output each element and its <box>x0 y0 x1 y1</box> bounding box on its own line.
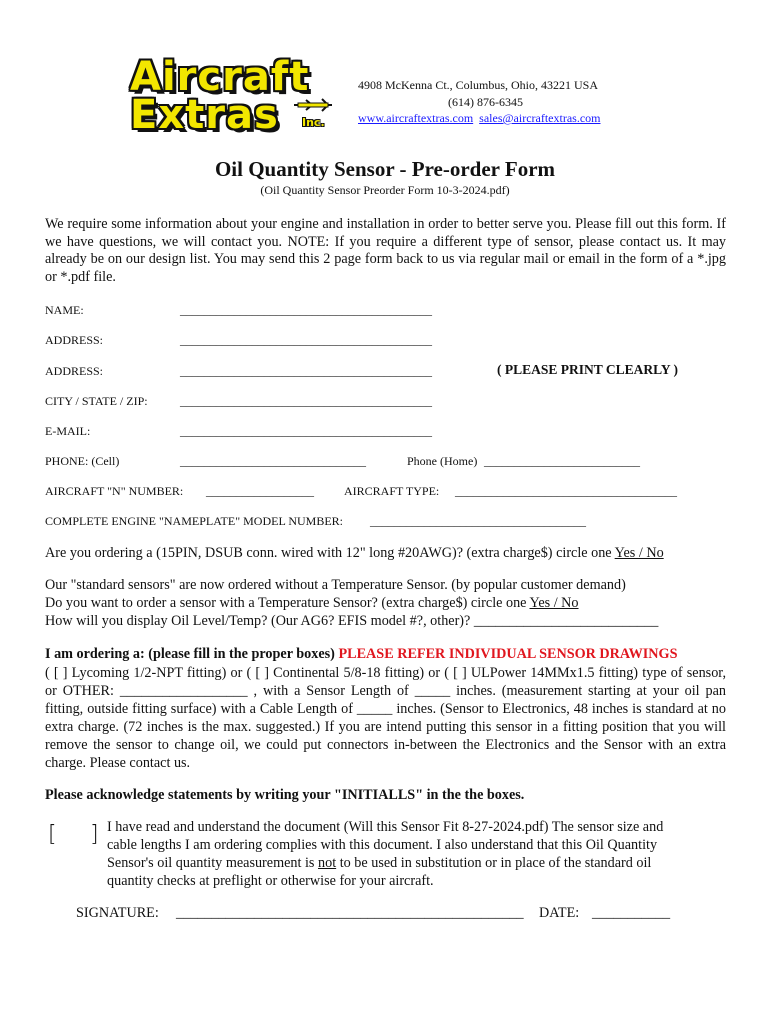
ordering-lead: I am ordering a: (please fill in the proper boxes) <box>45 646 335 662</box>
aircraft-n-input[interactable]: __________________ <box>206 484 314 498</box>
airplane-icon <box>292 96 336 114</box>
display-input[interactable]: __________________________ <box>473 613 659 629</box>
phone-cell-label: PHONE: (Cell) <box>45 454 120 468</box>
question-display <box>45 613 658 630</box>
acknowledge-line-1: I have read and understand the document (Will this Sensor Fit 8-27-2024.pdf) The sensor size and <box>107 819 664 835</box>
intro-paragraph: We require some information about your engine and installation in order to better serve you. Please fill out this form. If we have questions, we will contact you. NOTE: If you require a different type of sensor, please contact us. It may already be on our design list. You may send this 2 page form back to us via regular mail or email in the form of a *.jpg or *.pdf file. <box>45 216 726 285</box>
refer-drawings-note: PLEASE REFER INDIVIDUAL SENSOR DRAWINGS <box>338 646 678 662</box>
acknowledge-line-3 <box>107 855 651 872</box>
city-label: CITY / STATE / ZIP: <box>45 394 148 408</box>
email-label: E-MAIL: <box>45 424 91 438</box>
question-temp-sensor-text: Do you want to order a sensor with a Temperature Sensor? (extra charge$) circle one <box>45 595 527 611</box>
initials-box[interactable] <box>60 824 90 850</box>
date-input[interactable]: ___________ <box>592 905 671 921</box>
print-clearly-note: ( PLEASE PRINT CLEARLY ) <box>497 362 679 377</box>
logo-inc: Inc. <box>302 116 325 129</box>
phone-home-input[interactable]: __________________________ <box>484 454 640 468</box>
email-link[interactable]: sales@aircraftextras.com <box>479 111 601 125</box>
address1-input[interactable]: __________________________________________ <box>180 333 432 347</box>
aircraft-type-label: AIRCRAFT TYPE: <box>344 484 440 498</box>
initials-bracket-left: [ <box>48 822 57 847</box>
acknowledge-heading: Please acknowledge statements by writing your "INITIALLS" in the the boxes. <box>45 787 525 803</box>
signature-label: SIGNATURE: <box>76 905 159 921</box>
initials-bracket-right: ] <box>90 822 99 847</box>
company-phone: (614) 876-6345 <box>448 95 523 109</box>
acknowledge-not: not <box>318 855 337 871</box>
engine-model-label: COMPLETE ENGINE "NAMEPLATE" MODEL NUMBER: <box>45 514 344 528</box>
address2-input[interactable]: __________________________________________ <box>180 364 432 378</box>
acknowledge-line-2: cable lengths I am ordering complies with this document. I also understand that this Oil Quantity <box>107 837 658 853</box>
address1-label: ADDRESS: <box>45 333 104 347</box>
name-input[interactable]: __________________________________________ <box>180 303 432 317</box>
engine-model-input[interactable]: ____________________________________ <box>370 514 586 528</box>
email-input[interactable]: __________________________________________ <box>180 424 432 438</box>
question-standard-sensor: Our "standard sensors" are now ordered without a Temperature Sensor. (by popular customer demand) <box>45 577 626 593</box>
page-subtitle: (Oil Quantity Sensor Preorder Form 10-3-2024.pdf) <box>260 183 510 197</box>
city-input[interactable]: __________________________________________ <box>180 394 432 408</box>
address2-label: ADDRESS: <box>45 364 104 378</box>
company-address: 4908 McKenna Ct., Columbus, Ohio, 43221 USA <box>358 78 598 92</box>
date-label: DATE: <box>539 905 580 921</box>
ordering-heading <box>45 646 677 663</box>
phone-cell-input[interactable]: _______________________________ <box>180 454 366 468</box>
phone-home-label: Phone (Home) <box>407 454 478 468</box>
aircraft-type-input[interactable]: _____________________________________ <box>455 484 677 498</box>
dsub-yes-no-choice[interactable]: Yes / No <box>614 545 664 561</box>
website-link[interactable]: www.aircraftextras.com <box>358 111 474 125</box>
logo-line-2: Extras <box>130 92 279 138</box>
question-dsub-text: Are you ordering a (15PIN, DSUB conn. wired with 12" long #20AWG)? (extra charge$) circle one <box>45 545 612 561</box>
page-title: Oil Quantity Sensor - Pre-order Form <box>214 157 556 181</box>
aircraft-n-label: AIRCRAFT "N" NUMBER: <box>45 484 184 498</box>
ordering-paragraph: ( [ ] Lycoming 1/2-NPT fitting) or ( [ ] Continental 5/8-18 fitting) or ( [ ] ULPower 14MMx1.5 fitting) type of sensor, or OTHER: __________________ , with a Sensor Length of _____ inches. (measurement starting at your oil pan fitting, outside fitting surface) with a Cable Length of _____ inches. (Sensor to Electronics, 48 inches is standard at no extra charge. (72 inches is the max. suggested.) If you are intend putting this sensor in a fitting position that you will remove the sensor to change oil, we could put connectors in-between the Electronics and the Sensor with an extra charge. Please contact us. <box>45 665 726 771</box>
logo-line-1: Aircraft <box>130 54 310 100</box>
acknowledge-line-4: quantity checks at preflight or otherwise for your aircraft. <box>107 873 434 889</box>
question-temp-sensor <box>45 595 579 612</box>
question-display-text: How will you display Oil Level/Temp? (Our AG6? EFIS model #?, other)? <box>45 613 471 629</box>
acknowledge-line-3-post: to be used in substitution or in place of the standard oil <box>336 855 652 871</box>
name-label: NAME: <box>45 303 84 317</box>
temp-sensor-yes-no-choice[interactable]: Yes / No <box>529 595 579 611</box>
signature-input[interactable]: _________________________________________________ <box>176 905 524 921</box>
question-dsub <box>45 545 664 562</box>
acknowledge-line-3-pre: Sensor's oil quantity measurement is <box>107 855 319 871</box>
